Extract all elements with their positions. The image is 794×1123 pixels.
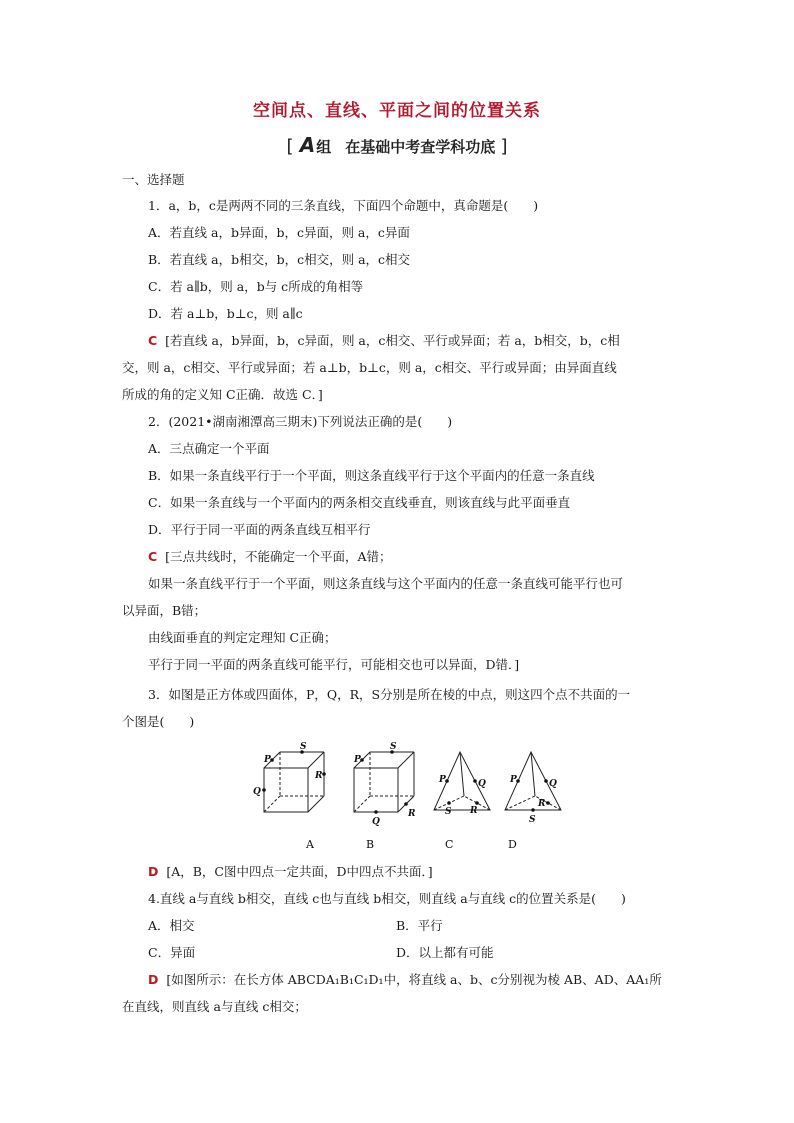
page-title: 空间点、直线、平面之间的位置关系 — [253, 101, 541, 121]
figure-b-caption: B — [366, 838, 375, 851]
q3-stem-line1: 3．如图是正方体或四面体，P，Q，R，S分别是所在棱的中点，则这四个点不共面的一 — [148, 687, 631, 702]
q1-answer: C — [148, 333, 158, 348]
q2-explanation-line5: 平行于同一平面的两条直线可能平行，可能相交也可以异面，D错．] — [148, 657, 520, 672]
group-close-bracket: ] — [500, 136, 508, 157]
q2-explanation-line1 — [148, 549, 392, 565]
q2-option-b: B．如果一条直线平行于一个平面，则这条直线平行于这个平面内的任意一条直线 — [148, 468, 595, 483]
fig-a-label-p: P — [264, 755, 271, 765]
q1-stem: 1．a，b，c是两两不同的三条直线，下面四个命题中，真命题是( ) — [148, 198, 539, 213]
fig-d-label-r: R — [538, 799, 546, 809]
q3-stem-line2: 个图是( ) — [122, 714, 195, 729]
fig-a-label-s: S — [300, 742, 307, 752]
group-zu: 组 — [316, 138, 332, 156]
section-heading: 一、选择题 — [122, 172, 185, 187]
q3-explain-text: [A，B，C图中四点一定共面，D中四点不共面．] — [166, 864, 433, 879]
fig-b-label-p: P — [354, 755, 361, 765]
group-letter: A — [299, 133, 316, 157]
q4-row2 — [148, 945, 195, 961]
fig-c-label-p: P — [439, 775, 446, 785]
q3-answer: D — [148, 864, 159, 879]
q4-row1 — [148, 918, 195, 934]
q4-option-c: C．异面 — [148, 945, 196, 960]
q4-option-a: A．相交 — [148, 918, 195, 933]
q1-option-a: A．若直线 a，b异面，b，c异面，则 a，c异面 — [148, 225, 410, 240]
q1-explain-text1: [若直线 a，b异面，b，c异面，则 a，c相交、平行或异面；若 a，b相交，b，c相 — [165, 333, 620, 348]
figure-d-caption: D — [508, 838, 517, 851]
q3-explanation — [148, 864, 433, 880]
q1-option-d: D．若 a⊥b，b⊥c，则 a∥c — [148, 306, 303, 321]
q4-explanation-line2: 在直线，则直线 a与直线 c相交； — [122, 999, 307, 1014]
q2-option-d: D．平行于同一平面的两条直线互相平行 — [148, 522, 371, 537]
fig-d-label-q: Q — [549, 779, 557, 789]
q2-stem: 2．(2021•湖南湘潭高三期末)下列说法正确的是( ) — [148, 414, 453, 429]
fig-d-label-p: P — [510, 775, 517, 785]
q2-option-a: A．三点确定一个平面 — [148, 441, 270, 456]
q4-option-b: B．平行 — [396, 918, 443, 933]
fig-c-label-s: S — [445, 807, 452, 817]
q4-stem: 4.直线 a与直线 b相交，直线 c也与直线 b相交，则直线 a与直线 c的位置关系是( ) — [148, 891, 626, 906]
q1-explanation-line3: 所成的角的定义知 C正确．故选 C．] — [122, 387, 323, 402]
q2-explanation-line2: 如果一条直线平行于一个平面，则这条直线与这个平面内的任意一条直线可能平行也可 — [148, 576, 624, 591]
q2-explanation-line4: 由线面垂直的判定定理知 C正确； — [148, 630, 337, 645]
fig-b-label-q: Q — [372, 817, 380, 827]
fig-a-label-r: R — [315, 771, 323, 781]
q3-figures — [250, 738, 570, 858]
fig-d-label-s: S — [529, 815, 536, 825]
figure-c-caption: C — [445, 838, 454, 851]
q1-explanation-line1 — [148, 333, 620, 349]
group-subtitle: 在基础中考查学科功底 — [345, 138, 496, 156]
q2-explanation-line3: 以异面，B错； — [122, 603, 207, 618]
q1-explanation-line2: 交，则 a，c相交、平行或异面；若 a⊥b，b⊥c，则 a，c相交、平行或异面；由异面直线 — [122, 360, 617, 375]
q4-option-d: D．以上都有可能 — [396, 945, 494, 960]
fig-c-label-r: R — [470, 806, 478, 816]
q1-option-b: B．若直线 a，b相交，b，c相交，则 a，c相交 — [148, 252, 411, 267]
fig-b-label-s: S — [390, 742, 397, 752]
q4-explain-text1: [如图所示：在长方体 ABCDA₁B₁C₁D₁中，将直线 a、b、c分别视为棱 AB、AD、AA₁所 — [166, 972, 662, 987]
fig-c-label-q: Q — [478, 779, 486, 789]
fig-b-label-r: R — [408, 809, 416, 819]
group-open-bracket: [ — [286, 136, 294, 157]
q4-answer: D — [148, 972, 159, 987]
q1-option-c: C．若 a∥b，则 a，b与 c所成的角相等 — [148, 279, 364, 294]
q4-explanation-line1 — [148, 972, 662, 988]
figure-a-caption: A — [306, 838, 314, 851]
q2-explain-text1: [三点共线时，不能确定一个平面，A错； — [165, 549, 392, 564]
q2-option-c: C．如果一条直线与一个平面内的两条相交直线垂直，则该直线与此平面垂直 — [148, 495, 571, 510]
fig-a-label-q: Q — [253, 787, 261, 797]
q2-answer: C — [148, 549, 158, 564]
group-heading — [0, 133, 794, 157]
